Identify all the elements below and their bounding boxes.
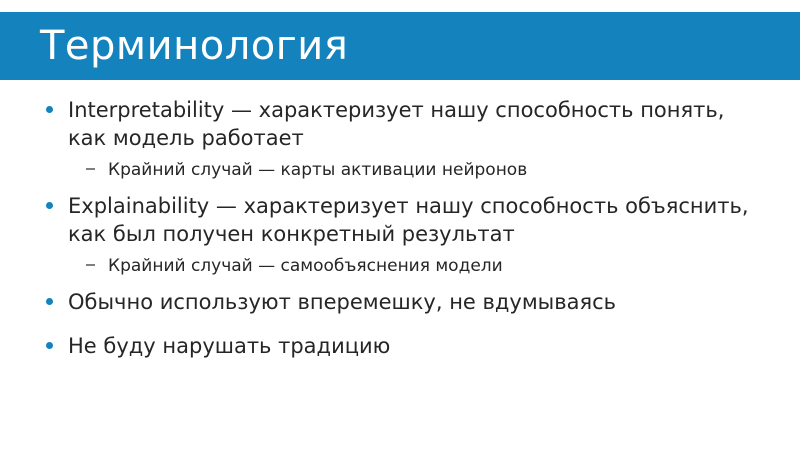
- bullet-dot-icon: [46, 106, 53, 113]
- bullet-list: [0, 96, 800, 360]
- sub-bullet-list: [68, 158, 800, 182]
- sub-list-item: [68, 254, 800, 278]
- bullet-text: Explainability — характеризует нашу способность объяснить, как был получен конкретный результат: [68, 194, 749, 246]
- list-item: [0, 96, 800, 182]
- bullet-text: Interpretability — характеризует нашу способность понять, как модель работает: [68, 98, 725, 150]
- sub-bullet-text: Крайний случай — самообъяснения модели: [108, 256, 503, 276]
- list-item: [0, 332, 800, 360]
- bullet-text: Не буду нарушать традицию: [68, 334, 391, 358]
- sub-bullet-list: [68, 254, 800, 278]
- page-title: Терминология: [40, 23, 349, 69]
- bullet-dot-icon: [46, 298, 53, 305]
- bullet-dash-icon: [86, 264, 95, 266]
- bullet-dot-icon: [46, 202, 53, 209]
- sub-bullet-text: Крайний случай — карты активации нейронов: [108, 160, 528, 180]
- bullet-dash-icon: [86, 168, 95, 170]
- bullet-text: Обычно используют вперемешку, не вдумываясь: [68, 290, 617, 314]
- list-item: [0, 192, 800, 278]
- slide-body: [0, 96, 800, 450]
- bullet-dot-icon: [46, 342, 53, 349]
- sub-list-item: [68, 158, 800, 182]
- list-item: [0, 288, 800, 316]
